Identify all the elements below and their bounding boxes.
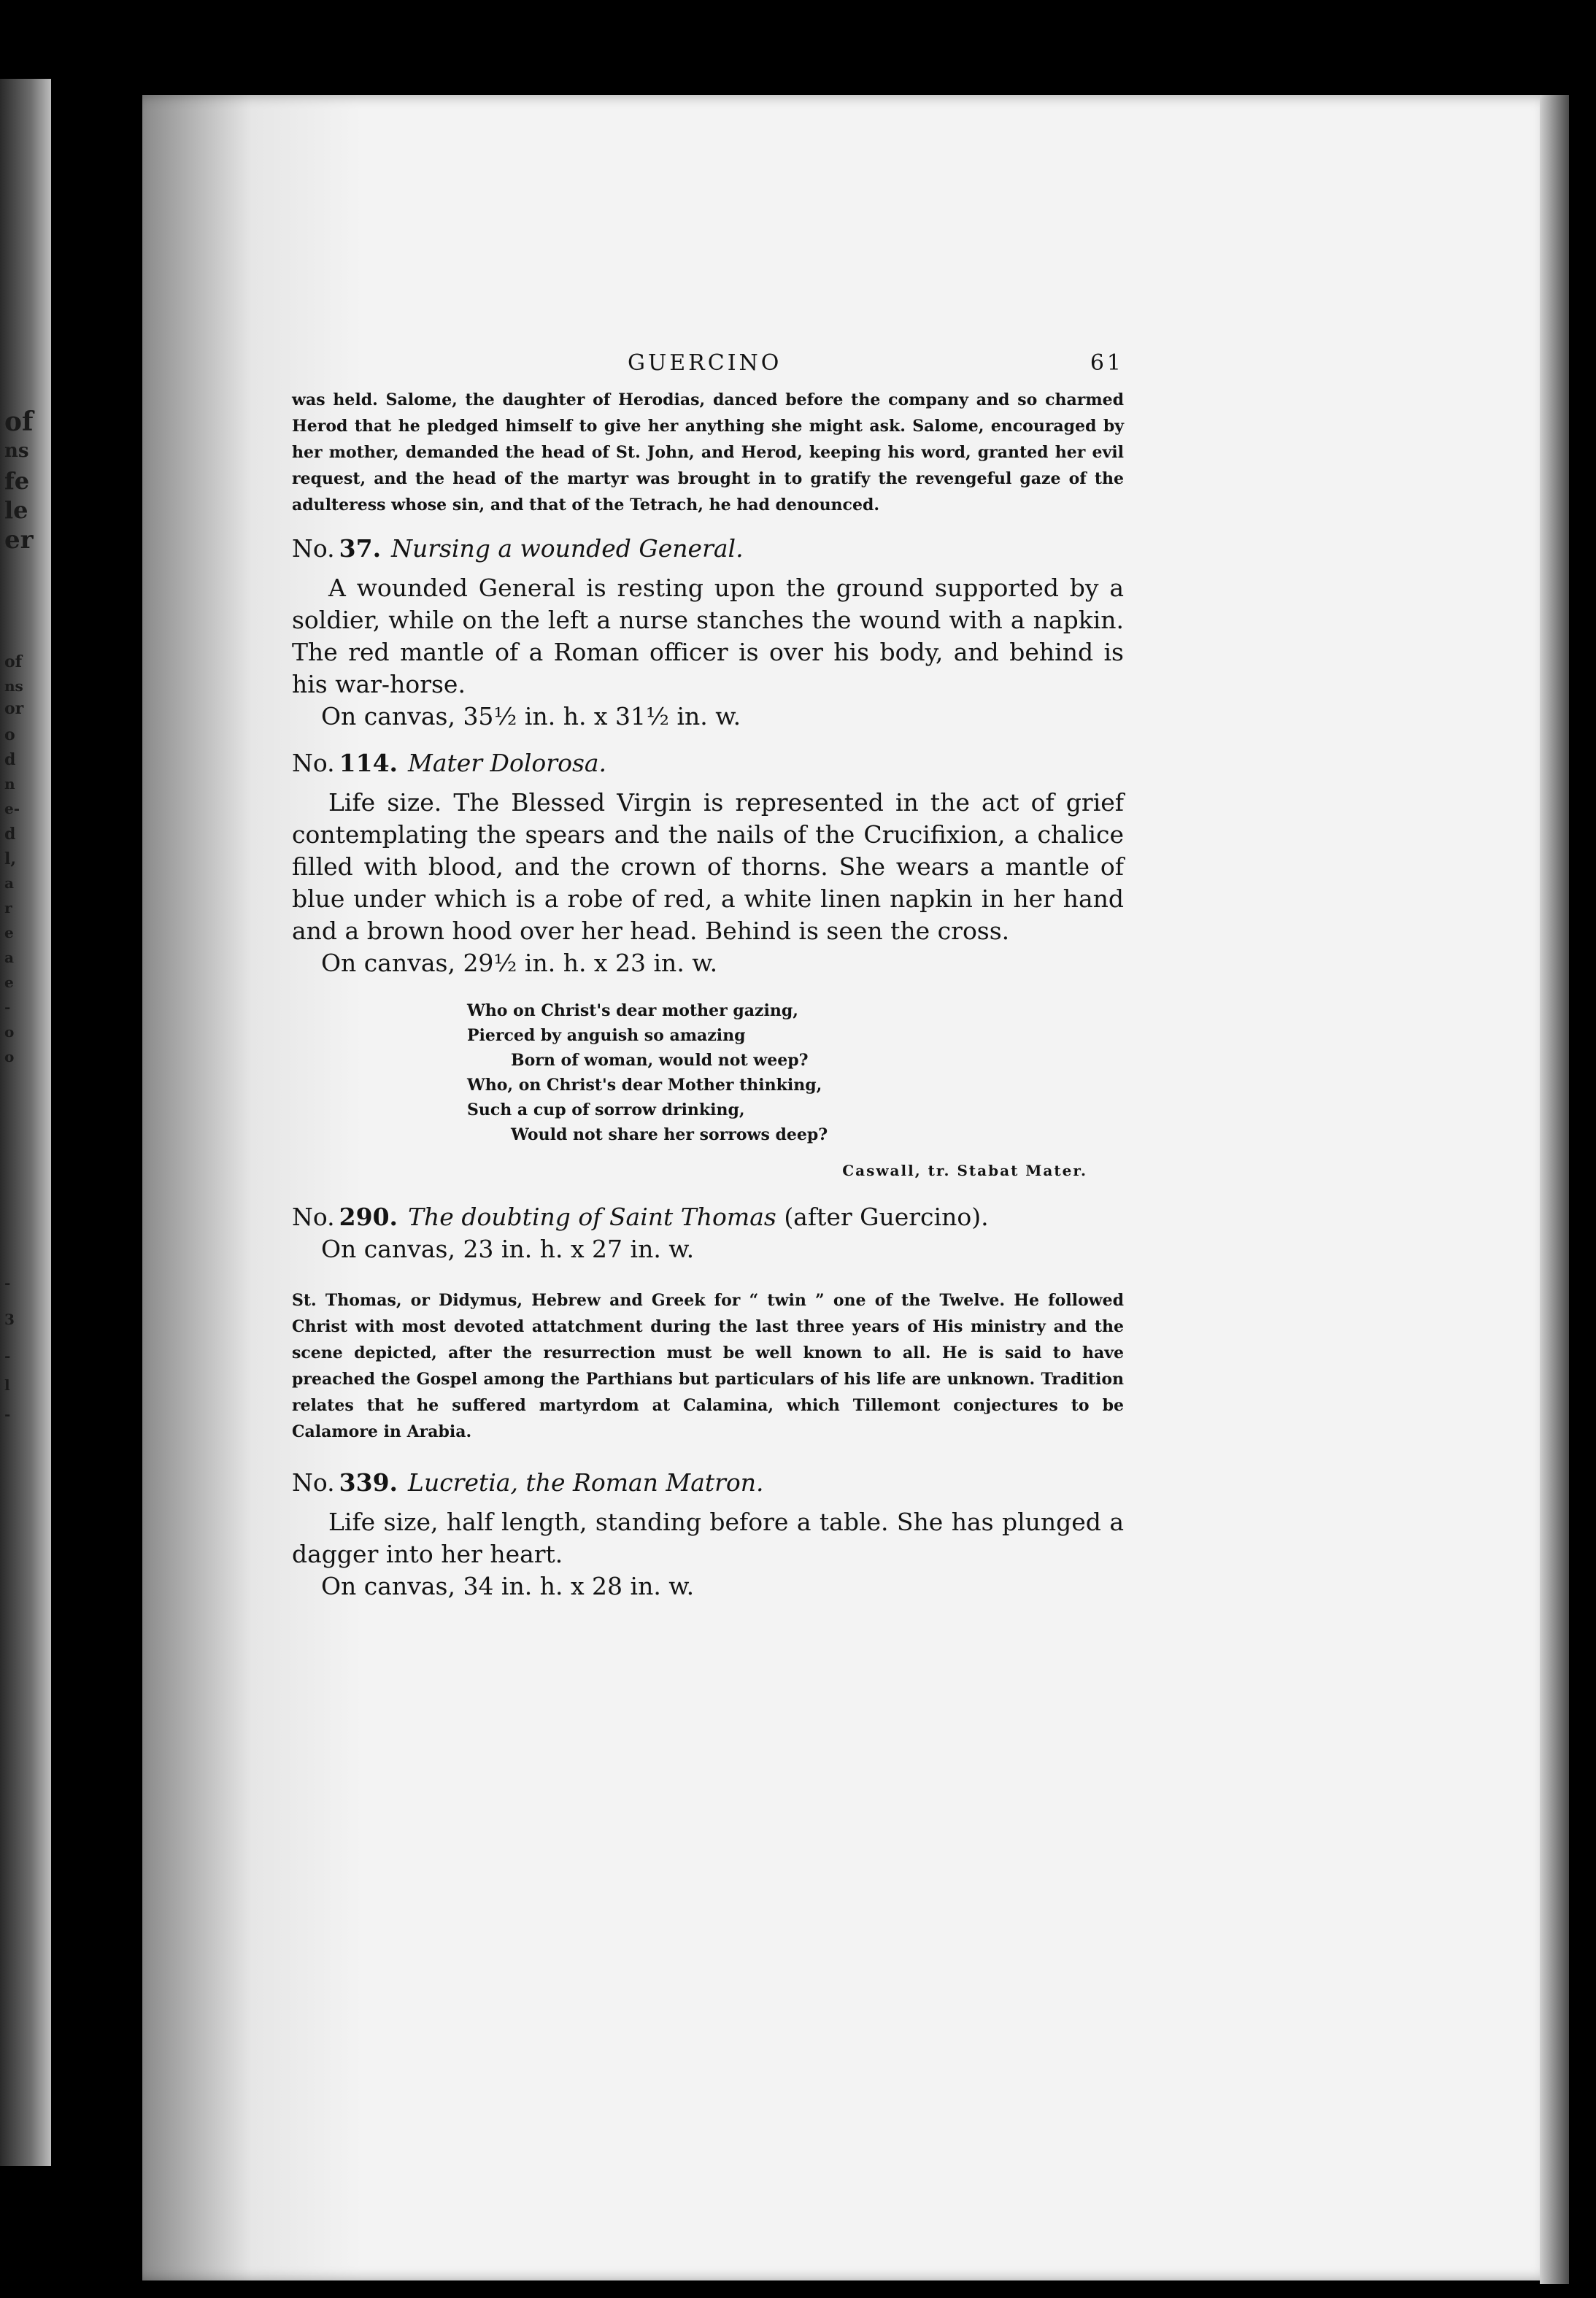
- facing-page-fragment: d: [4, 825, 16, 844]
- facing-page-fragment: of: [4, 652, 23, 671]
- facing-page-fragment: a: [4, 949, 14, 966]
- facing-page-fragment: 3: [4, 1311, 15, 1328]
- entry-number: 114.: [339, 749, 398, 777]
- facing-page-fragment: ns: [4, 440, 29, 462]
- facing-page-fragment: d: [4, 750, 16, 769]
- facing-page-fragment: o: [4, 725, 15, 744]
- poem-line: Such a cup of sorrow drinking,: [467, 1100, 745, 1119]
- entry-prefix: No.: [292, 749, 335, 777]
- catalogue-entry: [292, 1467, 1124, 1603]
- entry-number: 290.: [339, 1203, 398, 1231]
- poem-line: Pierced by anguish so amazing: [467, 1026, 746, 1045]
- intro-paragraph: was held. Salome, the daughter of Herodias, danced before the company and so charmed Herod that he pledged himself to give her anything she might ask. Salome, encouraged by her mother, demanded the head of St. John, and Herod, keeping his word, granted her evil request, and the head of the martyr was brought in to gratify the revengeful gaze of the adulteress whose sin, and that of the Tetrach, he had denounced.: [292, 390, 1124, 514]
- facing-page-fragment: er: [4, 525, 34, 555]
- facing-page-fragment: a: [4, 874, 14, 892]
- entry-description: Life size. The Blessed Virgin is represented in the act of grief contemplating the spears and the nails of the Crucifixion, a chalice filled with blood, and the crown of thorns. She wears a mantle of blue under which is a robe of red, a white linen napkin in her hand and a brown hood over her head. Behind is seen the cross.: [292, 788, 1124, 945]
- catalogue-entry: [292, 1201, 1124, 1445]
- catalogue-entry: [292, 747, 1124, 979]
- entry-description: Life size, half length, standing before a table. She has plunged a dagger into her heart.: [292, 1508, 1124, 1568]
- running-head: [292, 343, 1124, 379]
- facing-page-fragment: e: [4, 924, 14, 941]
- facing-page-fragment: -: [4, 1274, 11, 1292]
- entry-dimensions: On canvas, 29½ in. h. x 23 in. w.: [321, 949, 718, 977]
- entry-dimensions: On canvas, 35½ in. h. x 31½ in. w.: [321, 702, 741, 730]
- facing-page-fragment: e: [4, 973, 14, 991]
- entry-title: Nursing a wounded General.: [391, 534, 744, 563]
- facing-page-fragment: ns: [4, 677, 23, 695]
- entry-title: Mater Dolorosa.: [408, 749, 607, 777]
- facing-page-fragment: -: [4, 1406, 11, 1423]
- entry-heading: [292, 1467, 1124, 1499]
- facing-page-fragment: -: [4, 1347, 11, 1365]
- poem-line: Would not share her sorrows deep?: [511, 1125, 828, 1144]
- facing-page-fragment: of: [4, 406, 34, 437]
- entry-prefix: No.: [292, 1468, 335, 1497]
- facing-page-fragment: o: [4, 1023, 15, 1041]
- entry-heading: [292, 533, 1124, 565]
- entry-title: The doubting of Saint Thomas: [408, 1203, 776, 1231]
- facing-page-fragment: r: [4, 899, 12, 917]
- page-number: 61: [1090, 350, 1124, 376]
- running-head-title: GUERCINO: [628, 350, 782, 376]
- entry-heading: [292, 1201, 1124, 1233]
- entry-title-suffix: (after Guercino).: [784, 1203, 989, 1231]
- poem-line: Who, on Christ's dear Mother thinking,: [467, 1076, 822, 1095]
- page-edge-shadow: [1540, 95, 1569, 2284]
- facing-page-fragment: e-: [4, 800, 20, 817]
- entry-number: 37.: [339, 534, 382, 563]
- poem-line: Who on Christ's dear mother gazing,: [467, 1001, 798, 1020]
- facing-page-fragment: o: [4, 1048, 15, 1065]
- entry-dimensions: On canvas, 23 in. h. x 27 in. w.: [321, 1235, 695, 1263]
- facing-page-fragment: le: [4, 496, 28, 524]
- facing-page-fragment: -: [4, 998, 11, 1016]
- entry-prefix: No.: [292, 534, 335, 563]
- poem-line: Born of woman, would not weep?: [511, 1051, 809, 1070]
- poem-attribution: Caswall, tr. Stabat Mater.: [842, 1162, 1087, 1179]
- entry-title: Lucretia, the Roman Matron.: [408, 1468, 764, 1497]
- catalogue-entry: [292, 533, 1124, 733]
- facing-page-fragment: or: [4, 699, 24, 718]
- entry-dimensions: On canvas, 34 in. h. x 28 in. w.: [321, 1572, 695, 1600]
- entry-heading: [292, 747, 1124, 779]
- poem-quotation: [467, 998, 1124, 1147]
- facing-page-fragment: fe: [4, 467, 30, 495]
- facing-page-edge: [0, 79, 51, 2166]
- entry-note: St. Thomas, or Didymus, Hebrew and Greek for “ twin ” one of the Twelve. He followed Christ with most devoted attatchment during the last three years of His ministry and the scene depicted, after the resurrection must be well known to all. He is said to have preached the Gospel among the Parthians but particulars of his life are unknown. Tradition relates that he suffered martyrdom at Calamina, which Tillemont conjectures to be Calamore in Arabia.: [292, 1291, 1124, 1441]
- entry-number: 339.: [339, 1468, 398, 1497]
- facing-page-fragment: l: [4, 1376, 10, 1394]
- page-content: [292, 343, 1124, 1603]
- facing-page-fragment: n: [4, 775, 15, 793]
- facing-page-fragment: l,: [4, 849, 17, 868]
- entry-prefix: No.: [292, 1203, 335, 1231]
- entry-description: A wounded General is resting upon the ground supported by a soldier, while on the left a nurse stanches the wound with a napkin. The red mantle of a Roman officer is over his body, and behind is his war-horse.: [292, 574, 1124, 698]
